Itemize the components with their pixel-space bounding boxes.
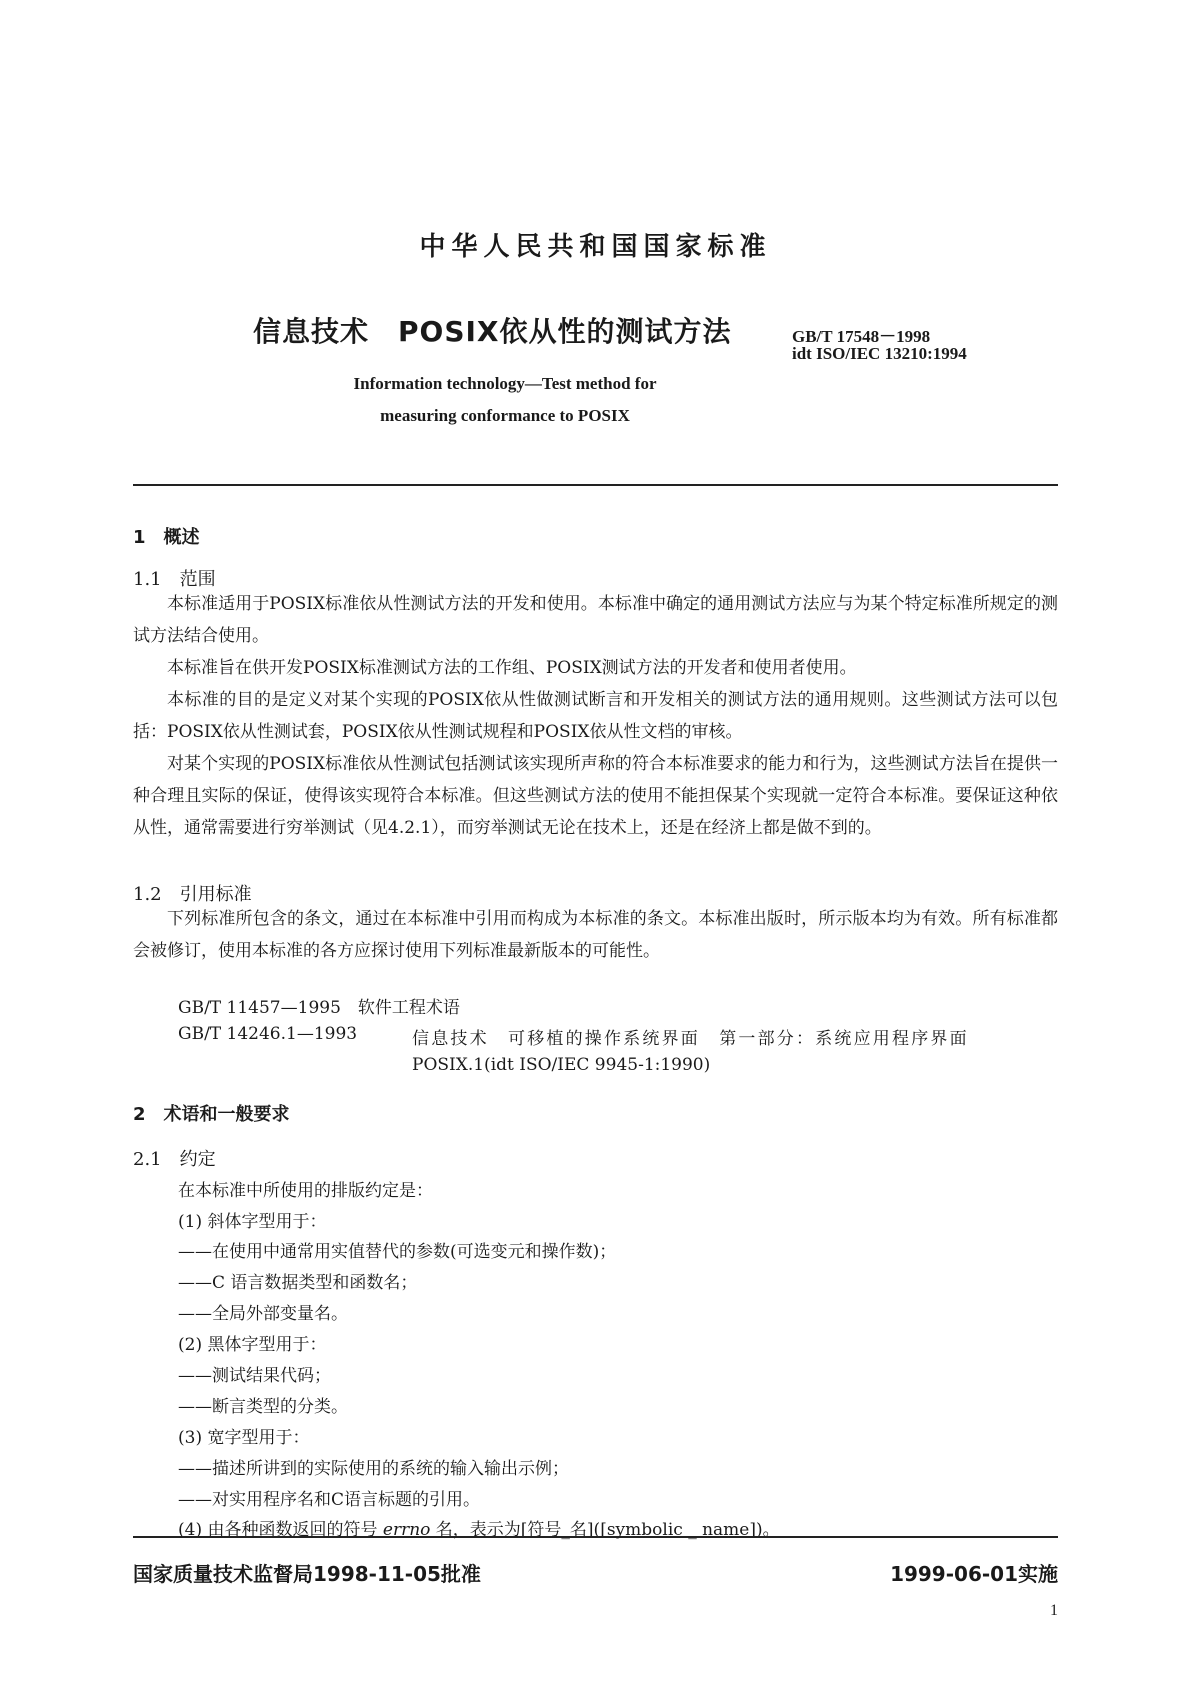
reference-title-continued: POSIX.1(idt ISO/IEC 9945-1:1990) (412, 1055, 711, 1075)
list-item-suffix: 名，表示为[符号_名]([symbolic _ name])。 (435, 1520, 780, 1540)
reference-code: GB/T 14246.1—1993 (178, 1024, 358, 1044)
standard-code: GB/T 17548－1998 (792, 327, 931, 346)
section-1-2-heading: 1.2 引用标准 (133, 884, 252, 905)
section-1-heading: 1 概述 (133, 527, 200, 548)
list-item: ——在使用中通常用实值替代的参数(可选变元和操作数)； (178, 1242, 617, 1262)
national-standard-title: 中华人民共和国国家标准 (419, 232, 772, 262)
footer-divider (133, 1536, 1058, 1538)
list-item-prefix: (4) 由各种函数返回的符号 (178, 1520, 378, 1540)
list-item: (3) 宽字型用于： (178, 1428, 310, 1448)
list-item: ——描述所讲到的实际使用的系统的输入输出示例； (178, 1459, 569, 1479)
section-2-heading: 2 术语和一般要求 (133, 1104, 290, 1125)
title-en-line-1: Information technology—Test method for (353, 374, 657, 393)
reference-item: GB/T 11457—1995 软件工程术语 (178, 998, 460, 1018)
errno-term: errno (382, 1520, 431, 1540)
section-1-1-heading: 1.1 范围 (133, 569, 216, 590)
paragraph: 对某个实现的POSIX标准依从性测试包括测试该实现所声称的符合本标准要求的能力和行为，这些测试方法旨在提供一种合理且实际的保证，使得该实现符合本标准。但这些测试方法的使用不能担保某个实现就一定符合本标准。要保证这种依从性，通常需要进行穷举测试（见4.2.1），而穷举测试无论在技术上，还是在经济上都是做不到的。 (133, 754, 1058, 838)
title-en-line-2: measuring conformance to POSIX (380, 406, 630, 425)
reference-title: 信息技术 可移植的操作系统界面 第一部分：系统应用程序界面 (412, 1029, 969, 1049)
effective-date: 1999-06-01实施 (890, 1562, 1058, 1586)
list-item: ——C 语言数据类型和函数名； (178, 1273, 418, 1293)
paragraph: 本标准旨在供开发POSIX标准测试方法的工作组、POSIX测试方法的开发者和使用者使用。 (167, 658, 857, 678)
section-2-1-heading: 2.1 约定 (133, 1149, 216, 1170)
list-item: (1) 斜体字型用于： (178, 1212, 327, 1232)
paragraph: 下列标准所包含的条文，通过在本标准中引用而构成为本标准的条文。本标准出版时，所示版本均为有效。所有标准都会被修订，使用本标准的各方应探讨使用下列标准最新版本的可能性。 (133, 909, 1058, 961)
page-number: 1 (1050, 1602, 1058, 1619)
approval-date: 国家质量技术监督局1998-11-05批准 (133, 1562, 481, 1586)
paragraph: 本标准的目的是定义对某个实现的POSIX依从性做测试断言和开发相关的测试方法的通用规则。这些测试方法可以包括：POSIX依从性测试套，POSIX依从性测试规程和POSIX依从性文档的审核。 (133, 690, 1058, 742)
list-item: (2) 黑体字型用于： (178, 1335, 327, 1355)
paragraph: 在本标准中所使用的排版约定是： (178, 1181, 433, 1201)
header-divider (133, 484, 1058, 486)
list-item: ——对实用程序名和C语言标题的引用。 (178, 1490, 481, 1510)
standard-idt: idt ISO/IEC 13210:1994 (792, 344, 967, 363)
standard-title-zh: 信息技术 POSIX依从性的测试方法 (253, 315, 732, 348)
list-item: ——全局外部变量名。 (178, 1304, 348, 1324)
list-item: ——测试结果代码； (178, 1366, 331, 1386)
list-item: ——断言类型的分类。 (178, 1397, 348, 1417)
paragraph: 本标准适用于POSIX标准依从性测试方法的开发和使用。本标准中确定的通用测试方法应与为某个特定标准所规定的测试方法结合使用。 (133, 594, 1058, 646)
